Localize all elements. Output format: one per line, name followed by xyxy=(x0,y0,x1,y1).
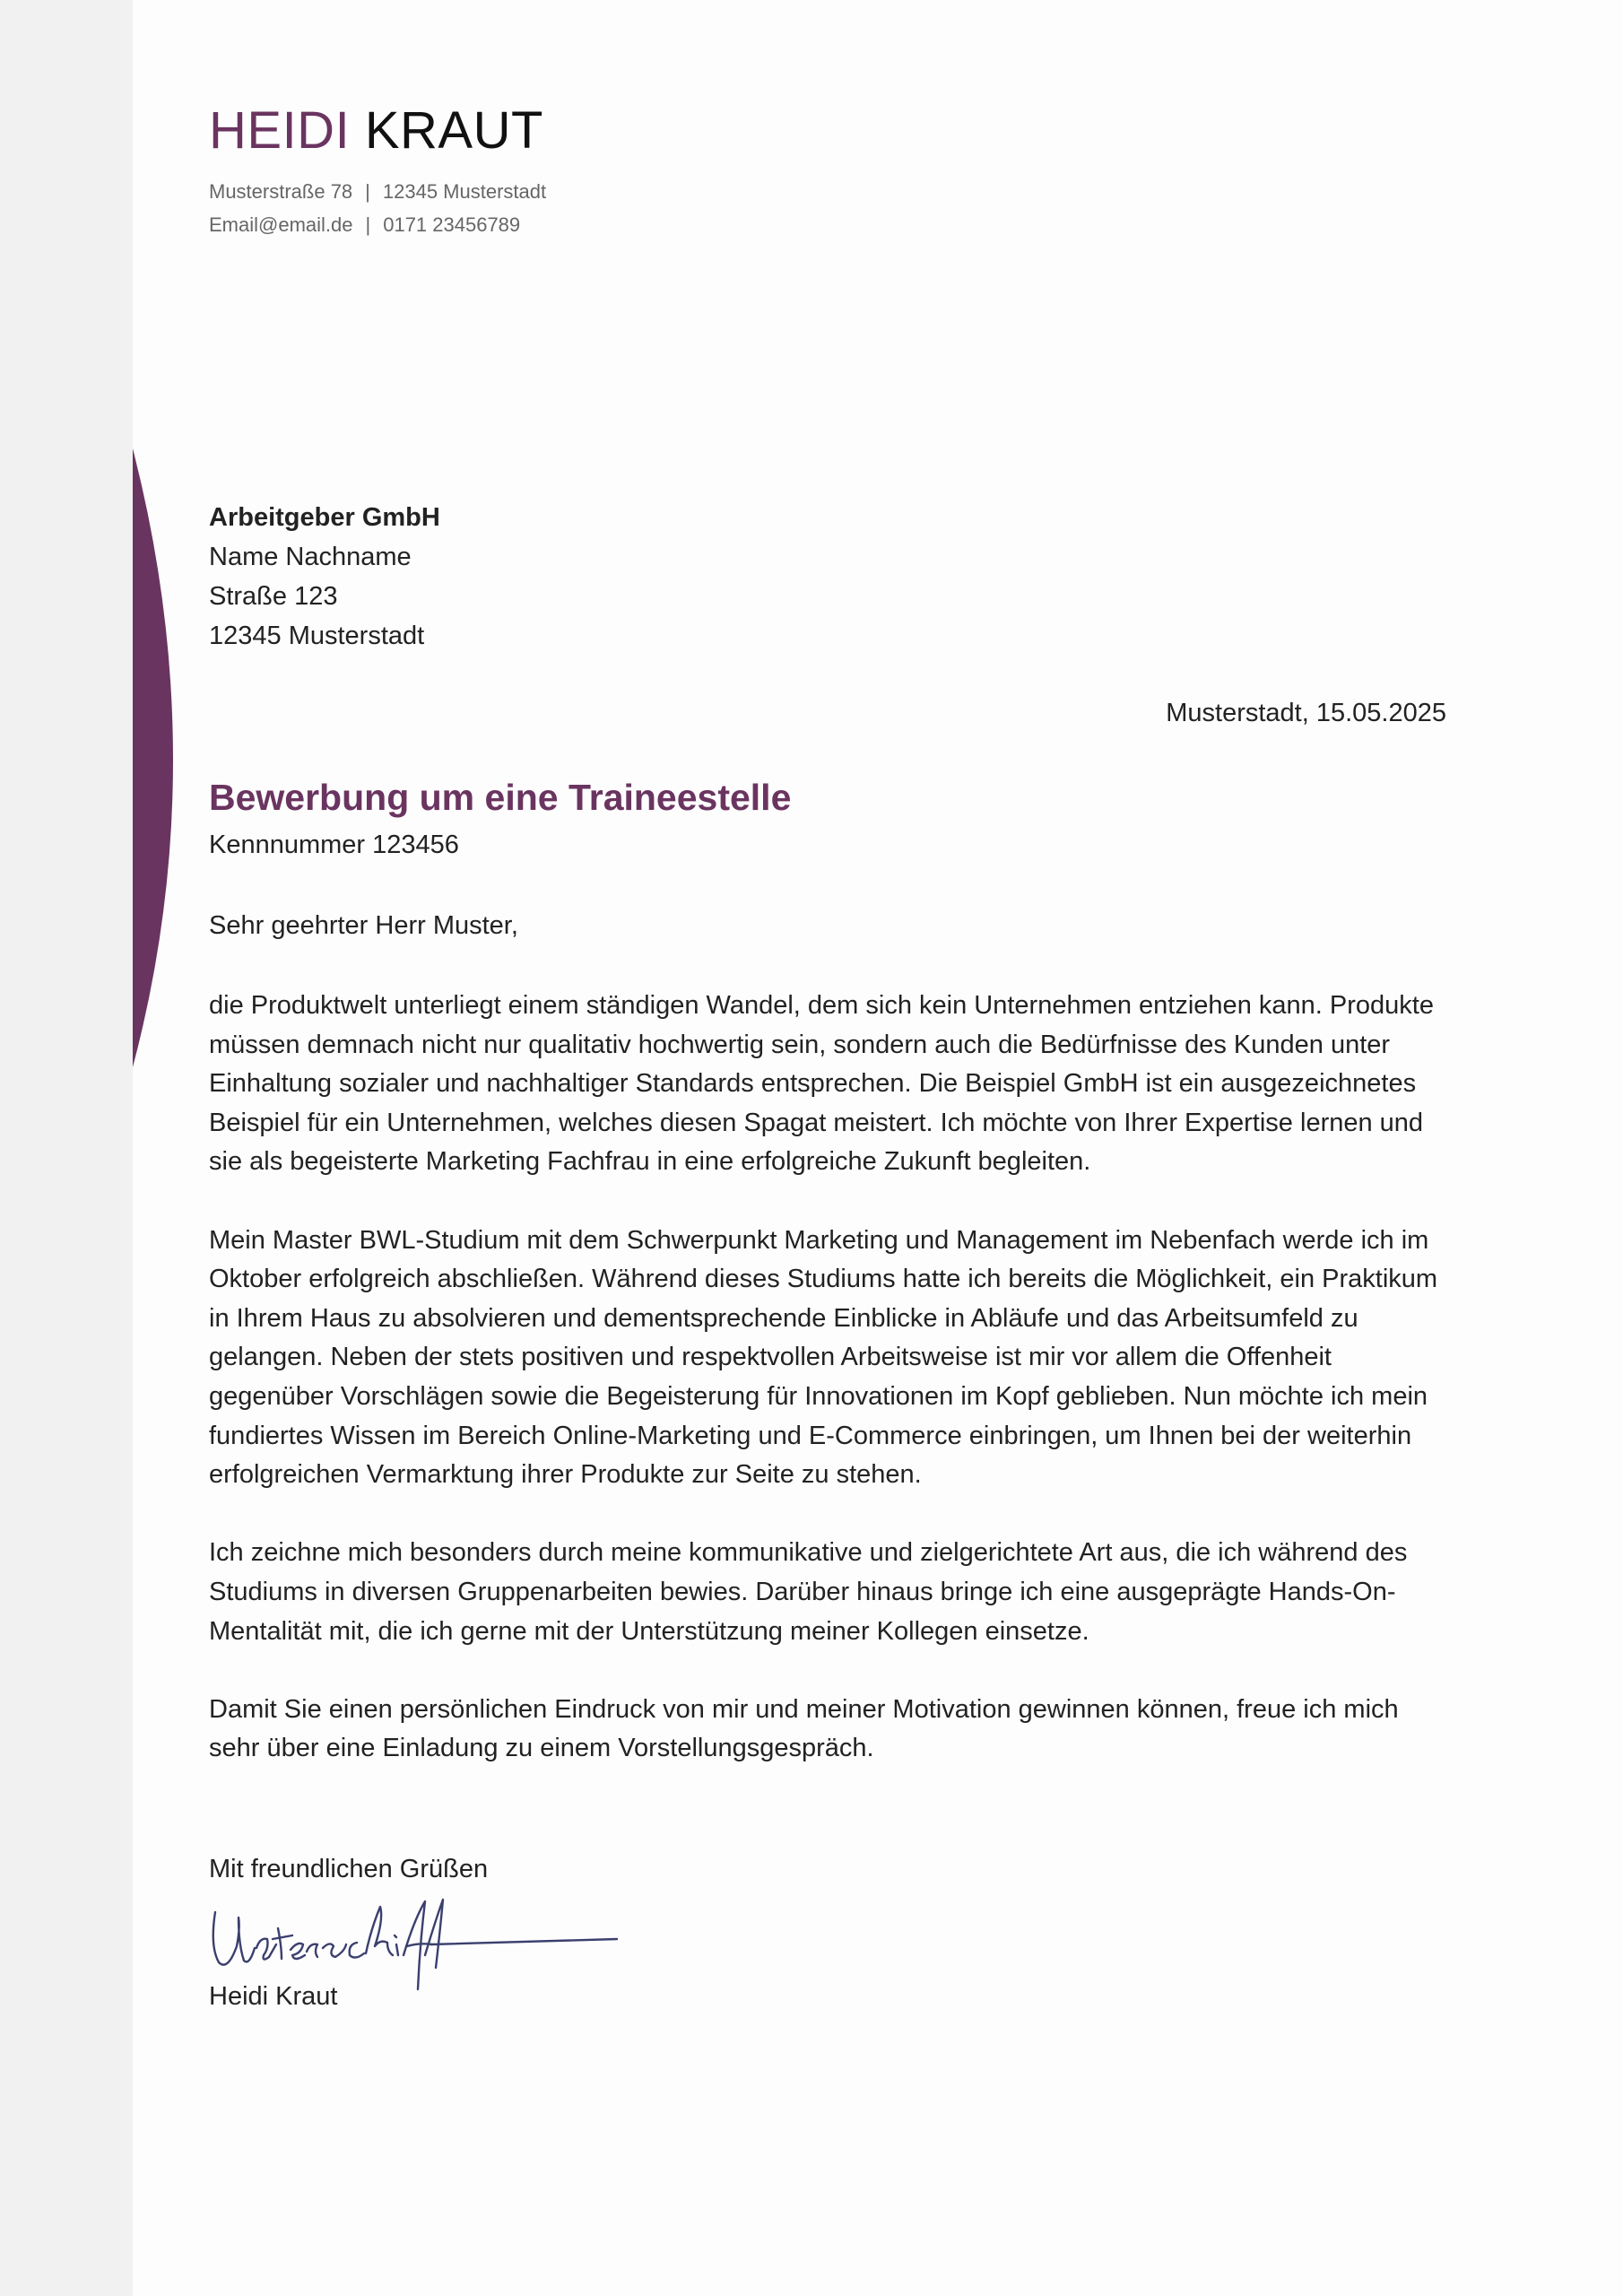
body-paragraph: die Produktwelt unterliegt einem ständigen Wandel, dem sich kein Unternehmen entziehen kann. Produkte müssen demnach nicht nur qualitativ hochwertig sein, sondern auch die Bedürfnisse des Kunden unter Einhaltung sozialer und nachhaltiger Standards entsprechen. Die Beispiel GmbH ist ein ausgezeichnetes Beispiel für ein Unternehmen, welches diesen Spagat meistert. Ich möchte von Ihrer Expertise lernen und sie als begeisterte Marketing Fachfrau in eine erfolgreiche Zukunft begleiten. xyxy=(209,991,1434,1177)
body-paragraph: Ich zeichne mich besonders durch meine kommunikative und zielgerichtete Art aus, die ich während des Studiums in diversen Gruppenarbeiten bewies. Darüber hinaus bringe ich eine ausgeprägte Hands-On-Mentalität mit, die ich gerne mit der Unterstützung meiner Kollegen einsetze. xyxy=(209,1538,1408,1646)
recipient-contact: Name Nachname xyxy=(209,543,412,571)
left-margin-strip xyxy=(0,0,133,2296)
sender-street: Musterstraße 78 xyxy=(209,180,353,203)
sender-name xyxy=(209,99,543,163)
sender-first-name: HEIDI xyxy=(209,101,351,160)
body-paragraph: Mein Master BWL-Studium mit dem Schwerpunkt Marketing und Management im Nebenfach werde ich im Oktober erfolgreich abschließen. Während dieses Studiums hatte ich bereits die Möglichkeit, ein Praktikum in Ihrem Haus zu absolvieren und dementsprechende Einblicke in Abläufe und das Arbeitsumfeld zu gelangen. Neben der stets positiven und respektvollen Arbeitsweise ist mir vor allem die Offenheit gegenüber Vorschlägen sowie die Begeisterung für Innovationen im Kopf geblieben. Nun möchte ich mein fundiertes Wissen im Bereich Online-Marketing und E-Commerce einbringen, um Ihnen bei der weiterhin erfolgreichen Vermarktung ihrer Produkte zur Seite zu stehen. xyxy=(209,1225,1438,1490)
sender-contact-line xyxy=(209,211,520,239)
signer-name: Heidi Kraut xyxy=(209,1982,338,2011)
sender-email: Email@email.de xyxy=(209,213,353,236)
separator: | xyxy=(365,180,370,203)
reference-number: Kennnummer 123456 xyxy=(209,831,459,859)
letter-body xyxy=(209,987,1455,1807)
accent-arc-shape xyxy=(133,448,173,1067)
subject-heading: Bewerbung um eine Traineestelle xyxy=(209,777,792,818)
body-paragraph: Damit Sie einen persönlichen Eindruck von mir und meiner Motivation gewinnen können, freue ich mich sehr über eine Einladung zu einem Vorstellungsgespräch. xyxy=(209,1694,1399,1763)
closing-line: Mit freundlichen Grüßen xyxy=(209,1855,489,1883)
sender-phone: 0171 23456789 xyxy=(383,213,521,236)
date-line: Musterstadt, 15.05.2025 xyxy=(1166,699,1446,727)
recipient-block xyxy=(209,498,440,656)
separator: | xyxy=(365,213,371,236)
sender-address-line xyxy=(209,178,546,206)
sender-last-name: KRAUT xyxy=(364,101,543,160)
salutation: Sehr geehrter Herr Muster, xyxy=(209,911,518,940)
recipient-city: 12345 Musterstadt xyxy=(209,622,425,650)
recipient-company: Arbeitgeber GmbH xyxy=(209,503,440,532)
sender-city: 12345 Musterstadt xyxy=(382,180,547,203)
recipient-street: Straße 123 xyxy=(209,582,338,611)
